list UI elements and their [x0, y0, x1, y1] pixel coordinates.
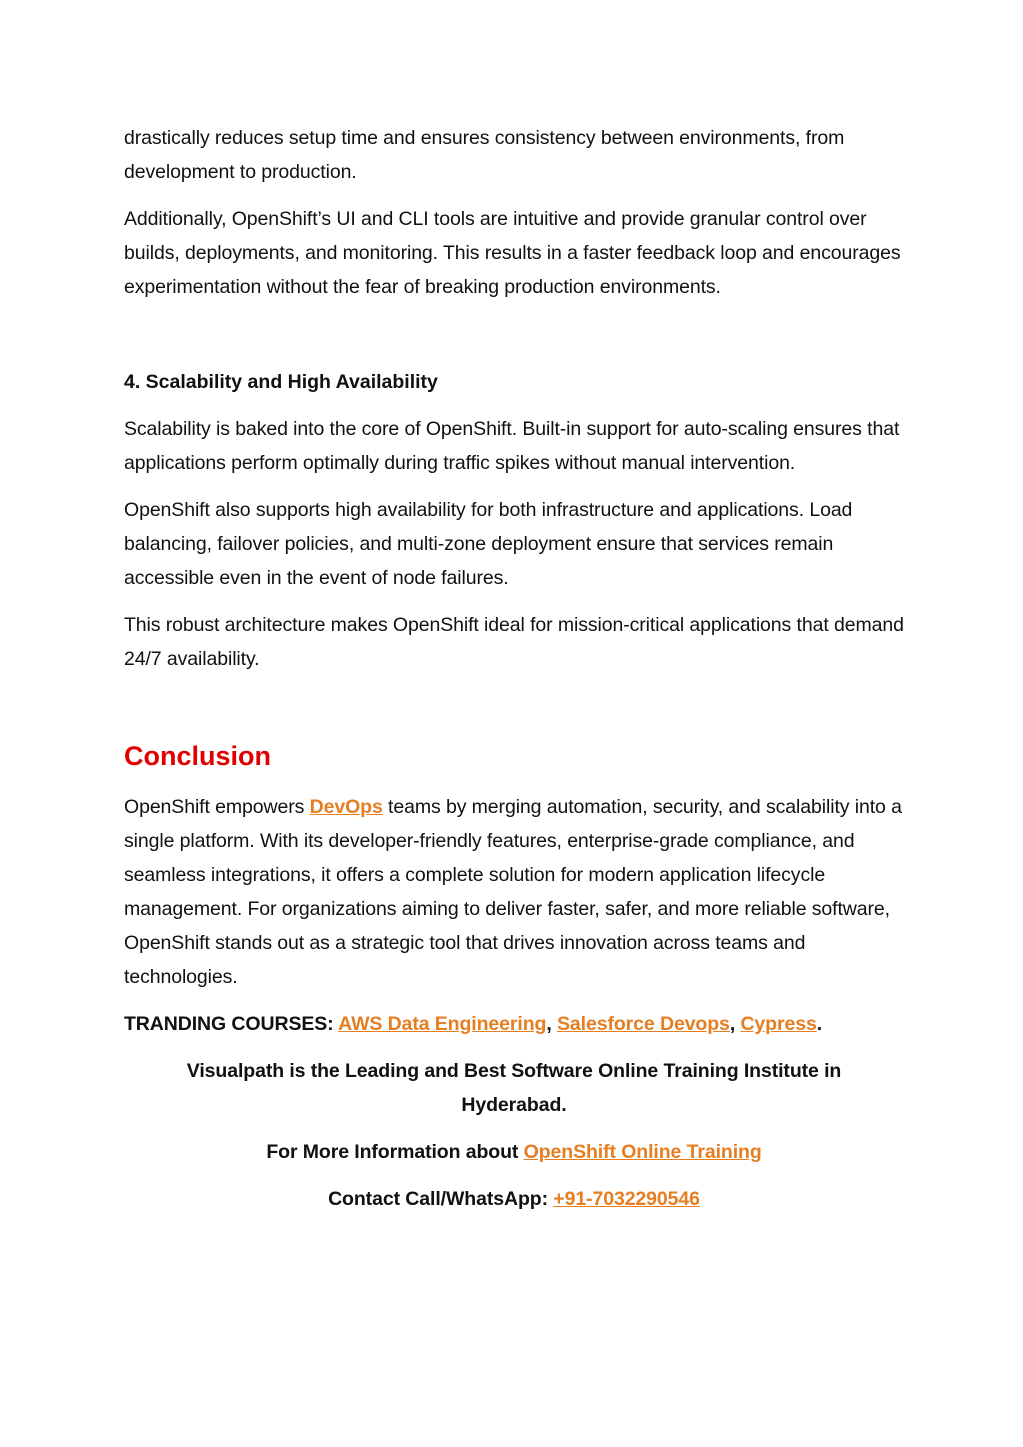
section-4-paragraph-1: Scalability is baked into the core of OpenShift. Built-in support for auto-scaling ensures that applications perform optimally during traffic spikes without manual intervention. — [124, 418, 900, 474]
contact-line — [124, 1182, 904, 1216]
cypress-link[interactable]: Cypress — [740, 1013, 817, 1035]
conclusion-heading: Conclusion — [124, 741, 271, 771]
section-4-paragraph-2: OpenShift also supports high availability for both infrastructure and applications. Load balancing, failover policies, and multi-zone deployment ensure that services remain accessible even in the event of node failures. — [124, 499, 853, 589]
section-4-heading: 4. Scalability and High Availability — [124, 371, 438, 393]
courses-end-period: . — [816, 1013, 823, 1035]
devops-link[interactable]: DevOps — [309, 796, 383, 818]
openshift-online-training-link[interactable]: OpenShift Online Training — [523, 1141, 762, 1163]
courses-separator-1: , — [546, 1013, 557, 1035]
trending-courses-label: TRANDING COURSES: — [124, 1013, 339, 1035]
conclusion-text-end: teams by merging automation, security, and scalability into a single platform. With its developer-friendly features, enterprise-grade compliance, and seamless integrations, it offers a complete solution for modern application lifecycle management. For organizations aiming to deliver faster, safer, and more reliable software, OpenShift stands out as a strategic tool that drives innovation across teams and technologies. — [124, 796, 902, 988]
trending-courses — [124, 1007, 904, 1041]
intro-paragraph-1: drastically reduces setup time and ensures consistency between environments, from development to production. — [124, 127, 845, 183]
intro-paragraph-2: Additionally, OpenShift’s UI and CLI tools are intuitive and provide granular control over builds, deployments, and monitoring. This results in a faster feedback loop and encourages experimentation without the fear of breaking production environments. — [124, 208, 901, 298]
conclusion-paragraph — [124, 790, 904, 994]
conclusion-text-start: OpenShift empowers — [124, 796, 310, 818]
more-information — [124, 1135, 904, 1169]
contact-label: Contact Call/WhatsApp: — [328, 1188, 554, 1210]
courses-separator-2: , — [729, 1013, 741, 1035]
document-page — [124, 121, 904, 1216]
institute-tagline: Visualpath is the Leading and Best Software Online Training Institute in Hyderabad. — [186, 1060, 842, 1116]
more-information-label: For More Information about — [266, 1141, 524, 1163]
aws-data-engineering-link[interactable]: AWS Data Engineering — [338, 1013, 547, 1035]
salesforce-devops-link[interactable]: Salesforce Devops — [557, 1013, 730, 1035]
phone-number-link[interactable]: +91-7032290546 — [553, 1188, 700, 1210]
section-4-paragraph-3: This robust architecture makes OpenShift ideal for mission-critical applications that demand 24/7 availability. — [124, 614, 904, 670]
